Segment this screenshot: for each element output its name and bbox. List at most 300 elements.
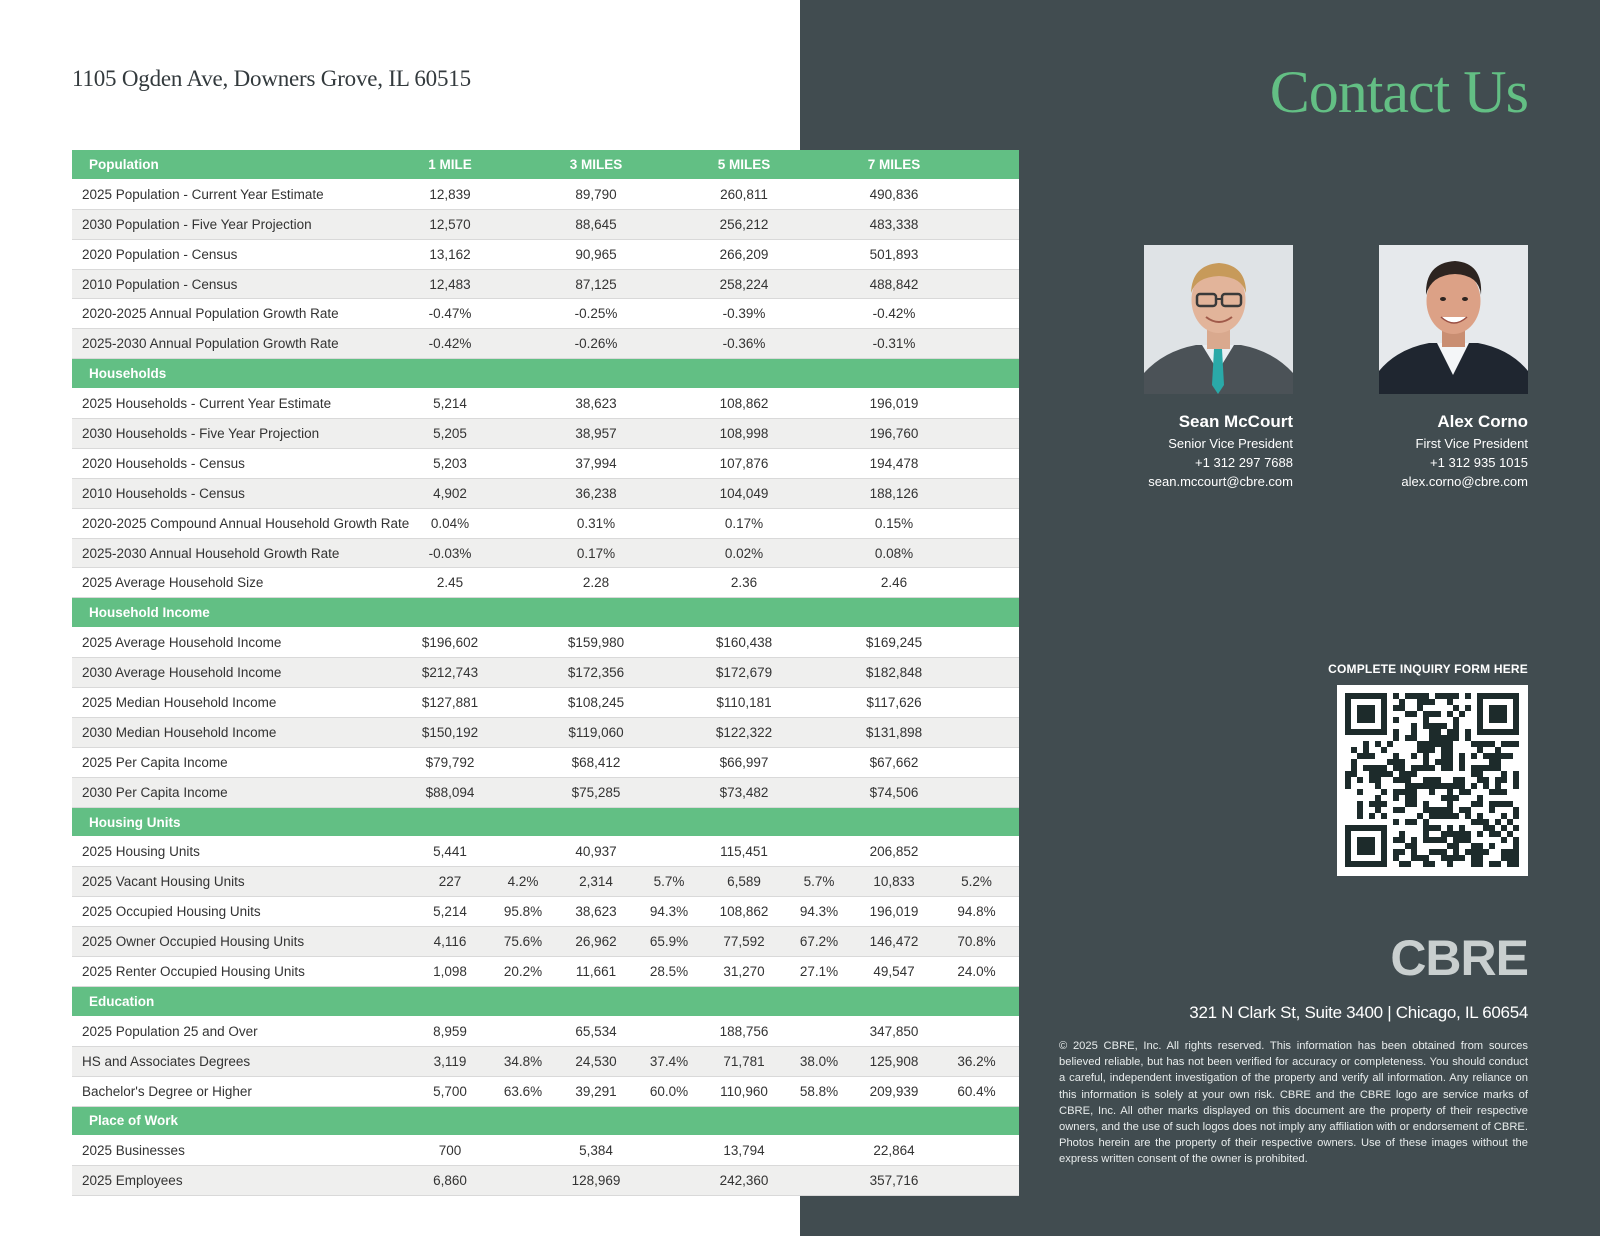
cell-value: 3,119 <box>412 1046 488 1076</box>
table-row <box>72 1046 1019 1076</box>
cell-percent: 37.4% <box>634 1046 704 1076</box>
row-label: 2020 Households - Census <box>72 448 412 478</box>
cell-percent: 5.7% <box>634 867 704 897</box>
table-row <box>72 688 1019 718</box>
row-label: 2025 Renter Occupied Housing Units <box>72 957 412 987</box>
cell-value: 5,384 <box>558 1136 634 1166</box>
table-row <box>72 508 1019 538</box>
row-label: 2025 Median Household Income <box>72 688 412 718</box>
cell-value: -0.42% <box>854 299 934 329</box>
cell-empty <box>634 508 704 538</box>
section-header-row <box>72 598 1019 628</box>
cell-percent: 95.8% <box>488 897 558 927</box>
header-spacer <box>934 807 1019 837</box>
cell-value: 5,441 <box>412 837 488 867</box>
cell-value: 0.31% <box>558 508 634 538</box>
cell-value: $172,679 <box>704 658 784 688</box>
cell-empty <box>634 688 704 718</box>
cell-value: $131,898 <box>854 717 934 747</box>
cell-value: 2.45 <box>412 568 488 598</box>
cell-empty <box>634 299 704 329</box>
cell-empty <box>934 568 1019 598</box>
table-row <box>72 1166 1019 1196</box>
cell-value: $88,094 <box>412 777 488 807</box>
cell-empty <box>784 717 854 747</box>
cell-value: 24,530 <box>558 1046 634 1076</box>
cell-empty <box>784 1166 854 1196</box>
cell-empty <box>934 448 1019 478</box>
cell-value: 39,291 <box>558 1076 634 1106</box>
table-row <box>72 957 1019 987</box>
cell-empty <box>934 179 1019 209</box>
header-spacer <box>558 359 634 389</box>
cell-value: $150,192 <box>412 717 488 747</box>
row-label: 2025 Per Capita Income <box>72 747 412 777</box>
row-label: HS and Associates Degrees <box>72 1046 412 1076</box>
cell-value: 0.17% <box>558 538 634 568</box>
broker-title: First Vice President <box>1415 436 1528 451</box>
header-spacer <box>854 986 934 1016</box>
cell-empty <box>934 269 1019 299</box>
cell-value: 13,162 <box>412 239 488 269</box>
cell-value: -0.36% <box>704 329 784 359</box>
header-spacer <box>412 807 488 837</box>
table-row <box>72 239 1019 269</box>
cell-value: $212,743 <box>412 658 488 688</box>
section-header-row <box>72 986 1019 1016</box>
cell-empty <box>934 329 1019 359</box>
cell-empty <box>784 329 854 359</box>
header-spacer <box>704 807 784 837</box>
table-row <box>72 1016 1019 1046</box>
cell-percent: 20.2% <box>488 957 558 987</box>
row-label: 2025 Housing Units <box>72 837 412 867</box>
row-label: 2020-2025 Annual Population Growth Rate <box>72 299 412 329</box>
cell-value: 36,238 <box>558 478 634 508</box>
row-label: 2020 Population - Census <box>72 239 412 269</box>
cell-empty <box>488 269 558 299</box>
cell-percent: 5.7% <box>784 867 854 897</box>
cell-empty <box>488 837 558 867</box>
cell-value: 37,994 <box>558 448 634 478</box>
row-label: 2025-2030 Annual Household Growth Rate <box>72 538 412 568</box>
broker-email[interactable]: sean.mccourt@cbre.com <box>1148 474 1293 489</box>
cell-empty <box>784 777 854 807</box>
cell-empty <box>784 688 854 718</box>
cell-empty <box>488 209 558 239</box>
cell-empty <box>934 717 1019 747</box>
cell-empty <box>784 538 854 568</box>
header-spacer <box>634 598 704 628</box>
cell-empty <box>784 209 854 239</box>
cell-value: 13,794 <box>704 1136 784 1166</box>
column-header: 7 MILES <box>854 150 934 179</box>
cell-empty <box>634 538 704 568</box>
cell-value: -0.42% <box>412 329 488 359</box>
cell-value: 108,862 <box>704 897 784 927</box>
cell-value: -0.03% <box>412 538 488 568</box>
cell-value: 71,781 <box>704 1046 784 1076</box>
cell-value: 2,314 <box>558 867 634 897</box>
broker-photo-alex <box>1379 245 1528 394</box>
cell-percent: 4.2% <box>488 867 558 897</box>
broker-name: Alex Corno <box>1437 412 1528 431</box>
cell-value: 5,214 <box>412 389 488 419</box>
cell-empty <box>488 448 558 478</box>
cell-empty <box>784 1016 854 1046</box>
contact-title: Contact Us <box>1269 59 1528 125</box>
cell-value: $73,482 <box>704 777 784 807</box>
cell-empty <box>784 508 854 538</box>
cell-value: 2.36 <box>704 568 784 598</box>
broker-photo-sean <box>1144 245 1293 394</box>
cell-value: 38,957 <box>558 419 634 449</box>
cell-empty <box>784 419 854 449</box>
cell-percent: 75.6% <box>488 927 558 957</box>
header-spacer <box>488 359 558 389</box>
row-label: 2010 Households - Census <box>72 478 412 508</box>
cell-empty <box>934 658 1019 688</box>
row-label: 2025 Average Household Size <box>72 568 412 598</box>
header-spacer <box>488 1106 558 1136</box>
cell-value: 88,645 <box>558 209 634 239</box>
cell-empty <box>784 628 854 658</box>
row-label: 2025 Occupied Housing Units <box>72 897 412 927</box>
cell-value: 77,592 <box>704 927 784 957</box>
cell-empty <box>634 1166 704 1196</box>
broker-card-sean <box>1100 245 1293 489</box>
cell-value: 194,478 <box>854 448 934 478</box>
cell-percent: 5.2% <box>934 867 1019 897</box>
column-header: 1 MILE <box>412 150 488 179</box>
cell-value: 22,864 <box>854 1136 934 1166</box>
header-spacer <box>854 807 934 837</box>
row-label: 2025 Vacant Housing Units <box>72 867 412 897</box>
cell-value: $160,438 <box>704 628 784 658</box>
header-spacer <box>934 986 1019 1016</box>
cell-percent: 70.8% <box>934 927 1019 957</box>
cell-value: 4,116 <box>412 927 488 957</box>
header-spacer <box>412 1106 488 1136</box>
cell-value: 12,839 <box>412 179 488 209</box>
cell-value: 5,700 <box>412 1076 488 1106</box>
cell-value: 206,852 <box>854 837 934 867</box>
cell-empty <box>934 538 1019 568</box>
cell-value: 5,203 <box>412 448 488 478</box>
column-header: 5 MILES <box>704 150 784 179</box>
row-label: 2025 Businesses <box>72 1136 412 1166</box>
header-spacer <box>784 807 854 837</box>
row-label: 2025-2030 Annual Population Growth Rate <box>72 329 412 359</box>
table-row <box>72 628 1019 658</box>
header-spacer <box>634 1106 704 1136</box>
cell-empty <box>784 837 854 867</box>
cell-value: 40,937 <box>558 837 634 867</box>
cell-percent: 60.0% <box>634 1076 704 1106</box>
broker-phone[interactable]: +1 312 935 1015 <box>1430 455 1528 470</box>
header-spacer <box>784 150 854 179</box>
table-row <box>72 209 1019 239</box>
table-row <box>72 179 1019 209</box>
cell-value: $75,285 <box>558 777 634 807</box>
table-row <box>72 419 1019 449</box>
column-header: 3 MILES <box>558 150 634 179</box>
cell-value: 1,098 <box>412 957 488 987</box>
cell-empty <box>634 329 704 359</box>
header-spacer <box>934 359 1019 389</box>
cell-value: 357,716 <box>854 1166 934 1196</box>
cell-empty <box>934 747 1019 777</box>
cell-empty <box>488 239 558 269</box>
table-row <box>72 717 1019 747</box>
cell-empty <box>634 419 704 449</box>
cell-value: 6,589 <box>704 867 784 897</box>
cell-percent: 28.5% <box>634 957 704 987</box>
cell-value: 5,205 <box>412 419 488 449</box>
table-row <box>72 927 1019 957</box>
cell-value: 31,270 <box>704 957 784 987</box>
cell-empty <box>634 1136 704 1166</box>
cell-empty <box>488 628 558 658</box>
cell-empty <box>934 209 1019 239</box>
header-spacer <box>704 986 784 1016</box>
cell-empty <box>634 179 704 209</box>
cell-percent: 94.3% <box>634 897 704 927</box>
cell-empty <box>634 837 704 867</box>
cell-value: $108,245 <box>558 688 634 718</box>
table-row <box>72 568 1019 598</box>
cell-empty <box>488 538 558 568</box>
section-title: Population <box>72 150 412 179</box>
cell-value: 90,965 <box>558 239 634 269</box>
cell-empty <box>488 747 558 777</box>
cell-value: $172,356 <box>558 658 634 688</box>
table-row <box>72 837 1019 867</box>
cell-value: 146,472 <box>854 927 934 957</box>
legal-disclaimer: © 2025 CBRE, Inc. All rights reserved. This information has been obtained from sources believed reliable, but has not been verified for accuracy or completeness. You should conduct a careful, independent investigation of the property and verify all information. Any reliance on this information is solely at your own risk. CBRE and the CBRE logo are service marks of CBRE, Inc. All other marks displayed on this document are the property of their respective owners, and the use of such logos does not imply any affiliation with or endorsement of CBRE. Photos herein are the property of their respective owners. Use of these images without the express written consent of the owner is prohibited. <box>1059 1040 1528 1166</box>
header-spacer <box>558 807 634 837</box>
cell-empty <box>634 239 704 269</box>
table-row <box>72 448 1019 478</box>
row-label: 2030 Population - Five Year Projection <box>72 209 412 239</box>
cell-value: 10,833 <box>854 867 934 897</box>
cell-percent: 34.8% <box>488 1046 558 1076</box>
cell-percent: 94.8% <box>934 897 1019 927</box>
cell-empty <box>488 508 558 538</box>
cell-value: 483,338 <box>854 209 934 239</box>
cell-empty <box>784 299 854 329</box>
cell-empty <box>934 389 1019 419</box>
header-spacer <box>558 598 634 628</box>
cell-value: $169,245 <box>854 628 934 658</box>
cell-percent: 65.9% <box>634 927 704 957</box>
header-spacer <box>854 1106 934 1136</box>
table-row <box>72 658 1019 688</box>
cell-value: $110,181 <box>704 688 784 718</box>
header-spacer <box>784 359 854 389</box>
cell-empty <box>934 837 1019 867</box>
cell-empty <box>934 478 1019 508</box>
cell-value: $117,626 <box>854 688 934 718</box>
cell-value: 8,959 <box>412 1016 488 1046</box>
cell-empty <box>488 658 558 688</box>
table-row <box>72 897 1019 927</box>
cell-value: 125,908 <box>854 1046 934 1076</box>
cell-empty <box>634 717 704 747</box>
cell-value: -0.25% <box>558 299 634 329</box>
row-label: 2025 Households - Current Year Estimate <box>72 389 412 419</box>
header-spacer <box>934 1106 1019 1136</box>
cell-value: $127,881 <box>412 688 488 718</box>
cell-value: 4,902 <box>412 478 488 508</box>
cell-empty <box>488 777 558 807</box>
section-title: Households <box>72 359 412 389</box>
cell-value: 490,836 <box>854 179 934 209</box>
cell-value: 0.15% <box>854 508 934 538</box>
header-spacer <box>934 150 1019 179</box>
cell-value: 5,214 <box>412 897 488 927</box>
row-label: Bachelor's Degree or Higher <box>72 1076 412 1106</box>
cell-value: $122,322 <box>704 717 784 747</box>
cell-empty <box>934 688 1019 718</box>
cell-value: $159,980 <box>558 628 634 658</box>
section-title: Housing Units <box>72 807 412 837</box>
cell-empty <box>934 299 1019 329</box>
header-spacer <box>704 598 784 628</box>
cell-value: 38,623 <box>558 389 634 419</box>
cell-value: 0.04% <box>412 508 488 538</box>
table-row <box>72 538 1019 568</box>
cell-empty <box>488 329 558 359</box>
cell-empty <box>934 508 1019 538</box>
cell-value: 12,483 <box>412 269 488 299</box>
cell-empty <box>784 658 854 688</box>
cell-value: 196,019 <box>854 389 934 419</box>
cell-empty <box>784 747 854 777</box>
cell-value: 87,125 <box>558 269 634 299</box>
cell-empty <box>488 717 558 747</box>
cell-percent: 24.0% <box>934 957 1019 987</box>
cell-value: 488,842 <box>854 269 934 299</box>
section-title: Household Income <box>72 598 412 628</box>
table-row <box>72 747 1019 777</box>
qr-label: COMPLETE INQUIRY FORM HERE <box>1328 662 1528 676</box>
cell-empty <box>488 568 558 598</box>
cell-value: 2.46 <box>854 568 934 598</box>
cell-value: 65,534 <box>558 1016 634 1046</box>
inquiry-qr-code[interactable] <box>1337 685 1528 876</box>
row-label: 2025 Employees <box>72 1166 412 1196</box>
broker-phone[interactable]: +1 312 297 7688 <box>1195 455 1293 470</box>
section-title: Place of Work <box>72 1106 412 1136</box>
cell-empty <box>934 628 1019 658</box>
cell-percent: 60.4% <box>934 1076 1019 1106</box>
cell-value: 89,790 <box>558 179 634 209</box>
header-spacer <box>558 1106 634 1136</box>
cell-empty <box>488 179 558 209</box>
cell-value: -0.47% <box>412 299 488 329</box>
cell-value: 2.28 <box>558 568 634 598</box>
cell-percent: 27.1% <box>784 957 854 987</box>
cell-empty <box>634 269 704 299</box>
cell-value: 188,756 <box>704 1016 784 1046</box>
cell-value: $67,662 <box>854 747 934 777</box>
cell-empty <box>488 688 558 718</box>
table-row <box>72 329 1019 359</box>
row-label: 2030 Average Household Income <box>72 658 412 688</box>
cell-value: 115,451 <box>704 837 784 867</box>
cell-percent: 38.0% <box>784 1046 854 1076</box>
section-header-row <box>72 359 1019 389</box>
cell-value: 128,969 <box>558 1166 634 1196</box>
property-address: 1105 Ogden Ave, Downers Grove, IL 60515 <box>72 66 471 91</box>
cell-value: 104,049 <box>704 478 784 508</box>
cell-value: 242,360 <box>704 1166 784 1196</box>
cell-empty <box>784 269 854 299</box>
table-row <box>72 389 1019 419</box>
cell-empty <box>634 628 704 658</box>
cell-value: 12,570 <box>412 209 488 239</box>
row-label: 2020-2025 Compound Annual Household Growth Rate <box>72 508 412 538</box>
header-spacer <box>854 598 934 628</box>
header-spacer <box>412 359 488 389</box>
cell-value: 0.02% <box>704 538 784 568</box>
row-label: 2025 Population 25 and Over <box>72 1016 412 1046</box>
broker-email[interactable]: alex.corno@cbre.com <box>1401 474 1528 489</box>
table-row <box>72 867 1019 897</box>
cell-value: 107,876 <box>704 448 784 478</box>
cell-empty <box>784 239 854 269</box>
section-title: Education <box>72 986 412 1016</box>
cell-empty <box>934 1166 1019 1196</box>
header-spacer <box>412 986 488 1016</box>
cell-value: 260,811 <box>704 179 784 209</box>
row-label: 2025 Average Household Income <box>72 628 412 658</box>
cell-value: 49,547 <box>854 957 934 987</box>
cell-empty <box>934 419 1019 449</box>
cell-empty <box>488 478 558 508</box>
header-spacer <box>488 598 558 628</box>
cell-value: -0.31% <box>854 329 934 359</box>
header-spacer <box>704 1106 784 1136</box>
cell-empty <box>784 179 854 209</box>
cell-value: 11,661 <box>558 957 634 987</box>
cell-value: 6,860 <box>412 1166 488 1196</box>
cell-percent: 94.3% <box>784 897 854 927</box>
cell-value: 188,126 <box>854 478 934 508</box>
cell-value: 110,960 <box>704 1076 784 1106</box>
header-spacer <box>854 359 934 389</box>
cell-empty <box>488 299 558 329</box>
cell-percent: 36.2% <box>934 1046 1019 1076</box>
broker-name: Sean McCourt <box>1178 412 1293 431</box>
cell-empty <box>934 777 1019 807</box>
header-spacer <box>488 150 558 179</box>
row-label: 2025 Population - Current Year Estimate <box>72 179 412 209</box>
cell-value: 501,893 <box>854 239 934 269</box>
section-header-row <box>72 1106 1019 1136</box>
header-spacer <box>784 598 854 628</box>
header-spacer <box>634 807 704 837</box>
office-address: 321 N Clark St, Suite 3400 | Chicago, IL 60654 <box>1189 1003 1528 1022</box>
demographics-table <box>72 150 1019 1196</box>
table-row <box>72 777 1019 807</box>
cell-value: 227 <box>412 867 488 897</box>
header-spacer <box>704 359 784 389</box>
cell-value: $196,602 <box>412 628 488 658</box>
cell-empty <box>934 239 1019 269</box>
broker-card-alex <box>1340 245 1528 489</box>
